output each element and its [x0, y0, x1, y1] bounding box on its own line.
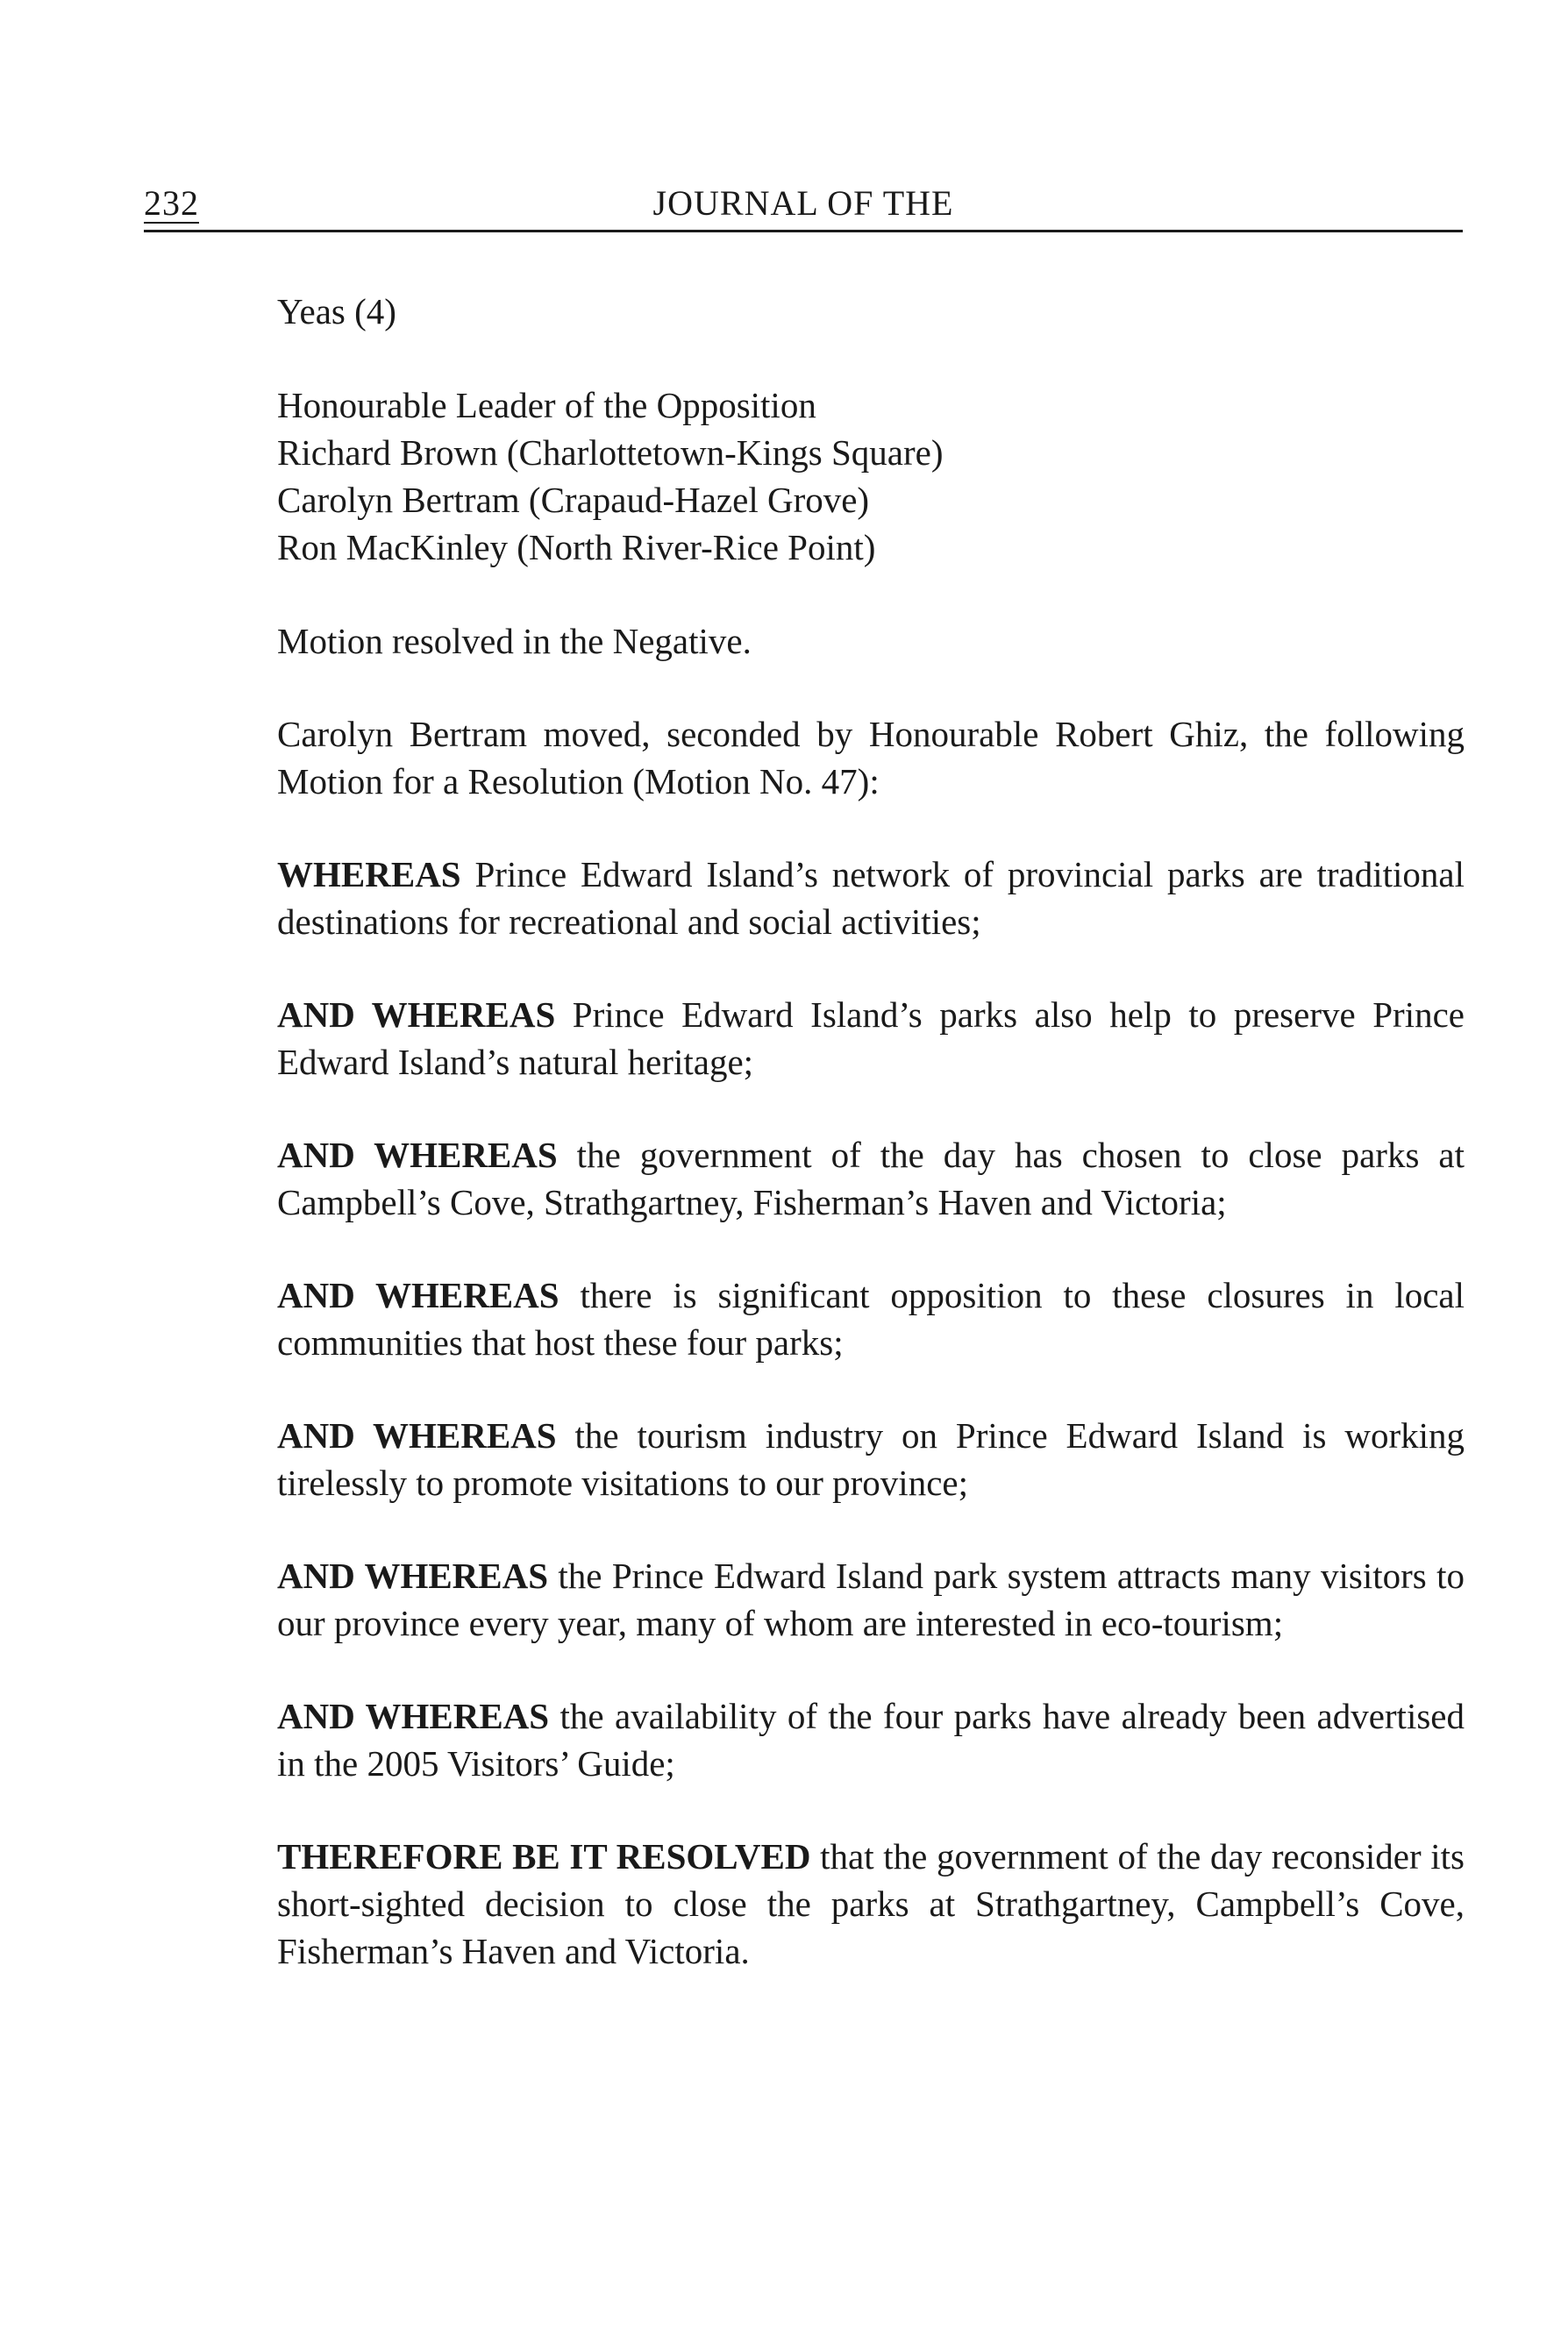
clause-lead: THEREFORE BE IT RESOLVED: [277, 1836, 811, 1877]
clause-text: there is significant opposition to these closures in local communities that host these four parks;: [277, 1275, 1465, 1363]
clause-lead: AND WHEREAS: [277, 1556, 549, 1596]
resolution-clause: [277, 1833, 1465, 1975]
clause-text: the government of the day has chosen to close parks at Campbell’s Cove, Strathgartney, Fisherman’s Haven and Victoria;: [277, 1135, 1465, 1222]
whereas-clause: [277, 1271, 1465, 1366]
clause-text: Prince Edward Island’s parks also help to preserve Prince Edward Island’s natural heritage;: [277, 994, 1465, 1082]
header-rule: [144, 230, 1463, 232]
clause-lead: AND WHEREAS: [277, 994, 556, 1035]
clause-text: Prince Edward Island’s network of provincial parks are traditional destinations for recreational and social activities;: [277, 854, 1465, 942]
clause-lead: AND WHEREAS: [277, 1275, 559, 1315]
clause-text: the tourism industry on Prince Edward Island is working tirelessly to promote visitations to our province;: [277, 1415, 1465, 1503]
whereas-clause: [277, 1131, 1465, 1226]
clause-text: the availability of the four parks have already been advertised in the 2005 Visitors’ Guide;: [277, 1696, 1465, 1784]
motion-intro: Carolyn Bertram moved, seconded by Honourable Robert Ghiz, the following Motion for a Resolution (Motion No. 47):: [277, 714, 1465, 801]
whereas-clause: [277, 1412, 1465, 1506]
vote-member: Carolyn Bertram (Crapaud-Hazel Grove): [277, 480, 870, 520]
votes-list: [277, 381, 1465, 571]
page-header: [144, 179, 1463, 228]
clause-lead: AND WHEREAS: [277, 1135, 558, 1175]
whereas-clause: [277, 1552, 1465, 1647]
vote-member: Ron MacKinley (North River-Rice Point): [277, 527, 876, 567]
page-number: 232: [144, 183, 199, 223]
clause-lead: AND WHEREAS: [277, 1696, 550, 1736]
motion-outcome: Motion resolved in the Negative.: [277, 621, 752, 661]
whereas-clause: [277, 851, 1465, 945]
clause-text: the Prince Edward Island park system attracts many visitors to our province every year, many of whom are interested in eco-tourism;: [277, 1556, 1465, 1643]
votes-heading: Yeas (4): [277, 291, 396, 331]
journal-body: [277, 288, 1465, 2020]
whereas-clause: [277, 991, 1465, 1086]
clause-lead: WHEREAS: [277, 854, 461, 894]
clause-lead: AND WHEREAS: [277, 1415, 557, 1456]
vote-member: Richard Brown (Charlottetown-Kings Square): [277, 432, 944, 473]
whereas-clause: [277, 1692, 1465, 1787]
running-head: JOURNAL OF THE: [652, 183, 954, 223]
clause-text: that the government of the day reconsider its short-sighted decision to close the parks at Strathgartney, Campbell’s Cove, Fisherman’s Haven and Victoria.: [277, 1836, 1465, 1971]
vote-member: Honourable Leader of the Opposition: [277, 385, 816, 425]
